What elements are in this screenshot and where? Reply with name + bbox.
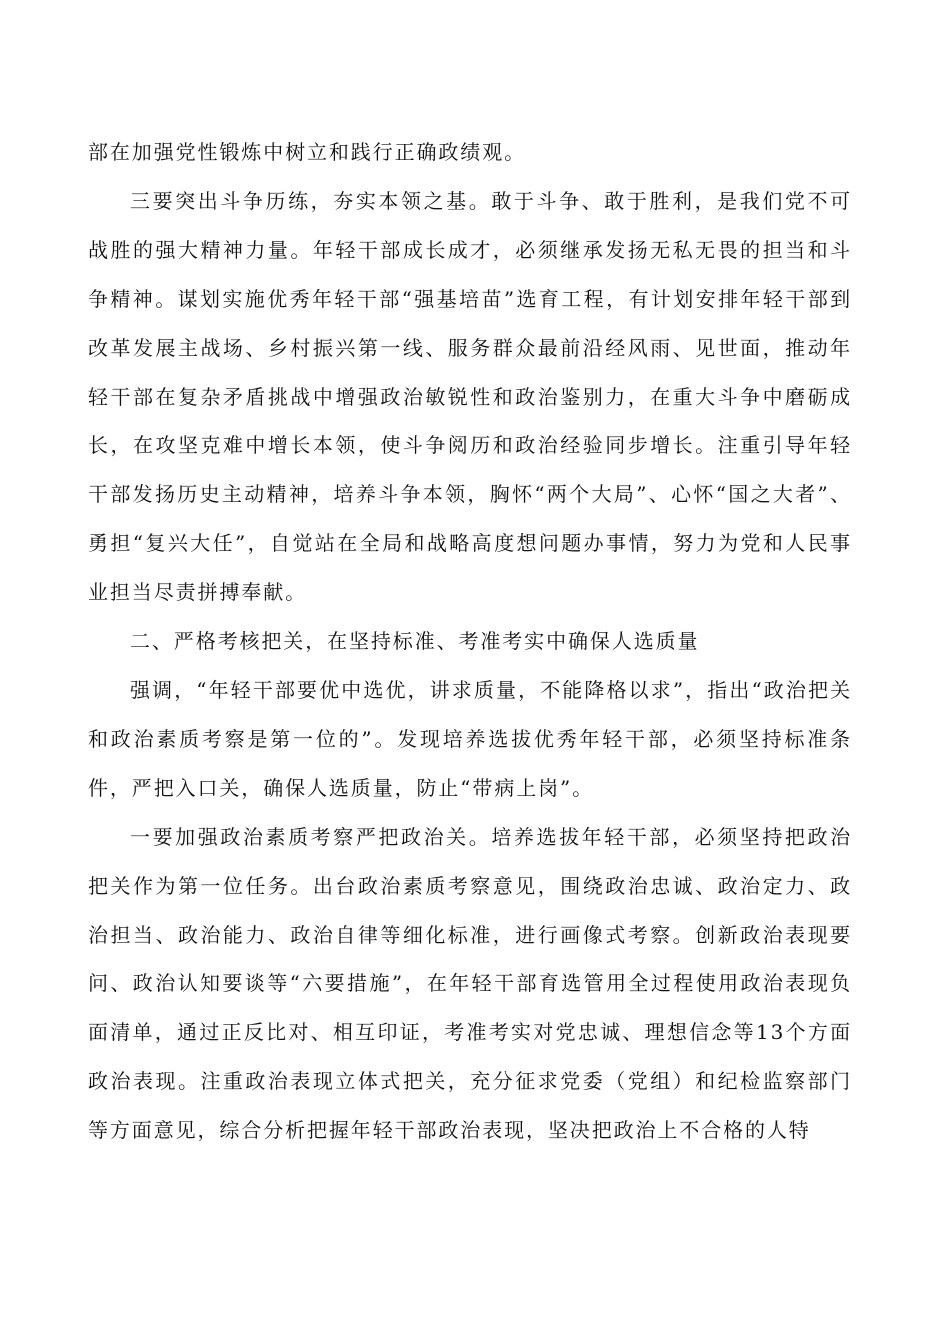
paragraph-3: 强调，“年轻干部要优中选优，讲求质量，不能降格以求”，指出“政治把关和政治素质考察是第一位的”。发现培养选拔优秀年轻干部，必须坚持标准条件，严把入口关，确保人选质量，防止“带病上岗”。 <box>88 677 852 800</box>
section-heading: 二、严格考核把关，在坚持标准、考准考实中确保人选质量 <box>130 629 700 654</box>
paragraph-4: 一要加强政治素质考察严把政治关。培养选拔年轻干部，必须坚持把政治把关作为第一位任务。出台政治素质考察意见，围绕政治忠诚、政治定力、政治担当、政治能力、政治自律等细化标准，进行画像式考察。创新政治表现要问、政治认知要谈等“六要措施”，在年轻干部育选管用全过程使用政治表现负面清单，通过正反比对、相互印证，考准考实对党忠诚、理想信念等13个方面政治表现。注重政治表现立体式把关，充分征求党委（党组）和纪检监察部门等方面意见，综合分析把握年轻干部政治表现，坚决把政治上不合格的人特 <box>88 824 852 1143</box>
paragraph-1: 部在加强党性锻炼中树立和践行正确政绩观。 <box>88 140 526 164</box>
document-body <box>88 128 852 1155</box>
paragraph-2: 三要突出斗争历练，夯实本领之基。敢于斗争、敢于胜利，是我们党不可战胜的强大精神力量。年轻干部成长成才，必须继承发扬无私无畏的担当和斗争精神。谋划实施优秀年轻干部“强基培苗”选育工程，有计划安排年轻干部到改革发展主战场、乡村振兴第一线、服务群众最前沿经风雨、见世面，推动年轻干部在复杂矛盾挑战中增强政治敏锐性和政治鉴别力，在重大斗争中磨砺成长，在攻坚克难中增长本领，使斗争阅历和政治经验同步增长。注重引导年轻干部发扬历史主动精神，培养斗争本领，胸怀“两个大局”、心怀“国之大者”、勇担“复兴大任”，自觉站在全局和战略高度想问题办事情，努力为党和人民事业担当尽责拼搏奉献。 <box>88 188 852 605</box>
